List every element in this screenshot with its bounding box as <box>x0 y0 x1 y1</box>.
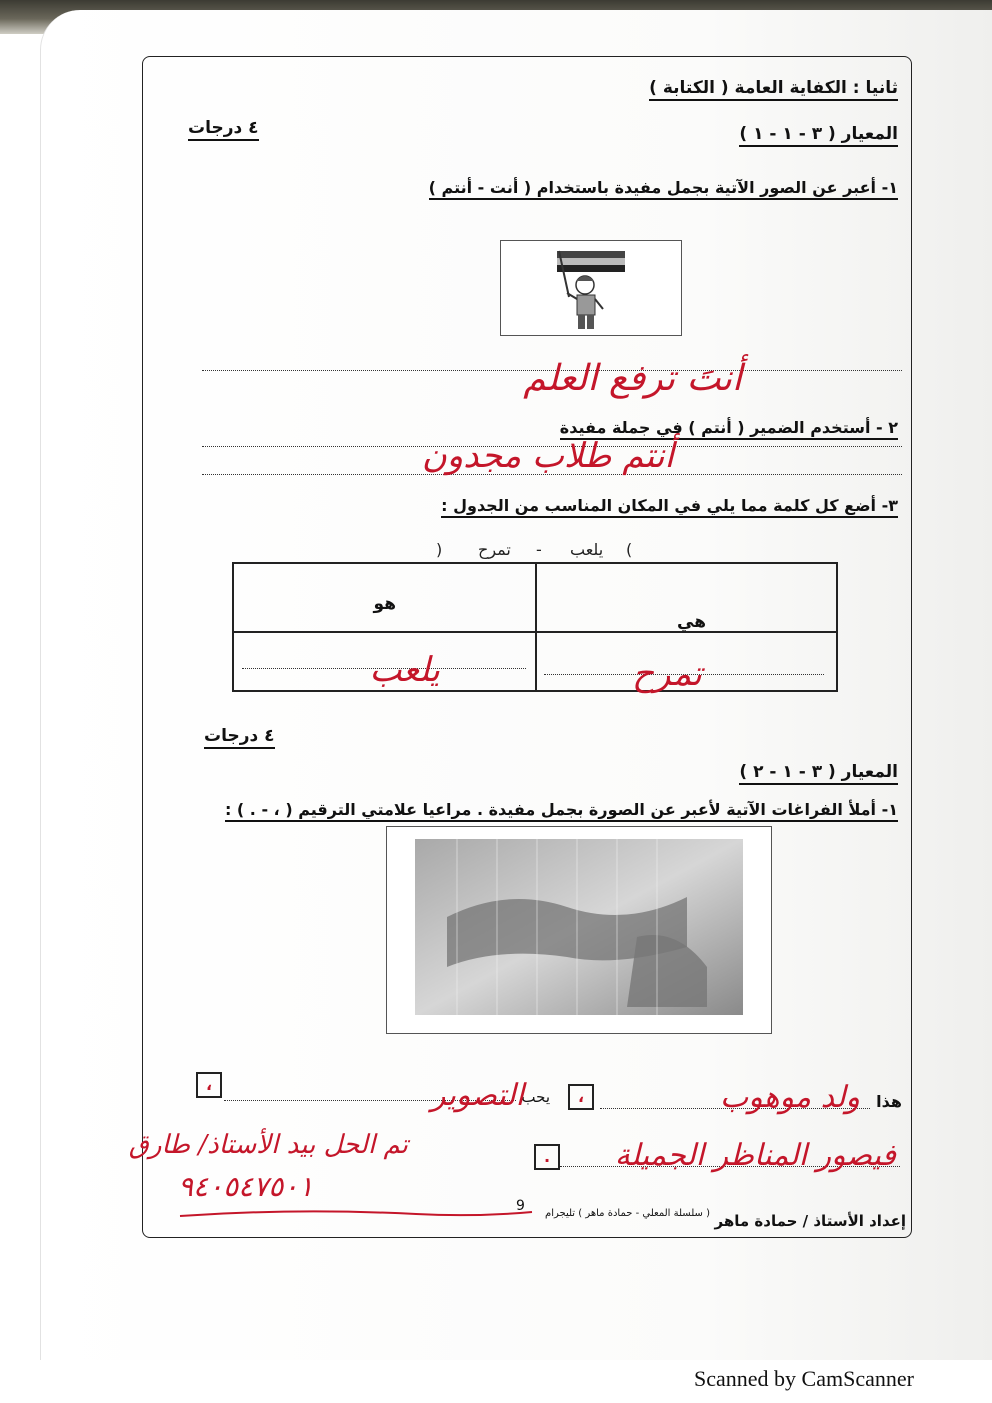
q4-prompt: ١- أملأ الفراغات الآتية لأعبر عن الصورة بجمل مفيدة . مراعيا علامتي الترقيم ( ، - . ) : <box>225 800 898 822</box>
word-bank-open: ) <box>436 540 443 559</box>
q4-fill-3: فيصور المناظر الجميلة <box>614 1138 896 1173</box>
q4-fill-2: التصوير <box>431 1078 524 1113</box>
teacher-note-line-2: ٩٤٠٥٤٧٥٠١ <box>178 1170 314 1203</box>
word-bank-word-1: يلعب <box>570 540 604 559</box>
q4-punct-box-1: ، <box>568 1084 594 1110</box>
q4-sentence-start: هذا <box>876 1092 902 1111</box>
q1-handwritten-answer: أنتَ ترفع العلم <box>523 358 742 399</box>
q1-prompt: ١- أعبر عن الصور الآتية بجمل مفيدة باستخدام ( أنت - أنتم ) <box>429 178 898 200</box>
word-bank-word-2: تمرح <box>478 540 511 559</box>
q1-picture-frame <box>500 240 682 336</box>
q4-picture-frame <box>386 826 772 1034</box>
q3-prompt: ٣- أضع كل كلمة مما يلي في المكان المناسب من الجدول : <box>441 496 898 518</box>
table-header-she: هي <box>535 563 837 633</box>
teacher-underline-stroke <box>176 1204 536 1224</box>
table-answer-he: يلعب <box>233 631 537 691</box>
criterion-1-label: المعيار ( ٣ - ١ - ١ ) <box>739 124 898 147</box>
q4-punct-box-2: ، <box>196 1072 222 1098</box>
word-bank-close: ( <box>626 540 633 559</box>
criterion-2-label: المعيار ( ٣ - ١ - ٢ ) <box>739 762 898 785</box>
criterion-2-score: ٤ درجات <box>204 726 275 749</box>
table-header-he: هو <box>233 563 537 633</box>
q4-mid-word: يحب <box>521 1088 550 1106</box>
q4-punct-box-3: . <box>534 1144 560 1170</box>
teacher-note-line-1: تم الحل بيد الأستاذ/ طارق <box>128 1130 408 1160</box>
pronoun-table <box>232 562 838 692</box>
table-answer-she: تمرح <box>535 631 837 691</box>
section-title: ثانيا : الكفاية العامة ( الكتابة ) <box>649 78 898 101</box>
q2-handwritten-answer: أنتم طلاب مجدون <box>421 436 674 476</box>
footer-channel: ( سلسلة المعلي - حمادة ماهر ) تليجرام <box>545 1208 710 1219</box>
boy-with-flag-illustration <box>501 241 681 335</box>
photographer-photo <box>387 827 771 1033</box>
word-bank-separator: - <box>536 540 542 559</box>
footer-author: إعداد الأستاذ / حمادة ماهر <box>714 1212 906 1230</box>
page-number: 9 <box>516 1198 525 1214</box>
q2-prompt: ٢ - أستخدم الضمير ( أنتم ) في جملة مفيدة <box>560 418 898 440</box>
q4-fill-1: ولد موهوب <box>719 1080 860 1115</box>
criterion-1-score: ٤ درجات <box>188 118 259 141</box>
camscanner-watermark: Scanned by CamScanner <box>694 1366 914 1391</box>
